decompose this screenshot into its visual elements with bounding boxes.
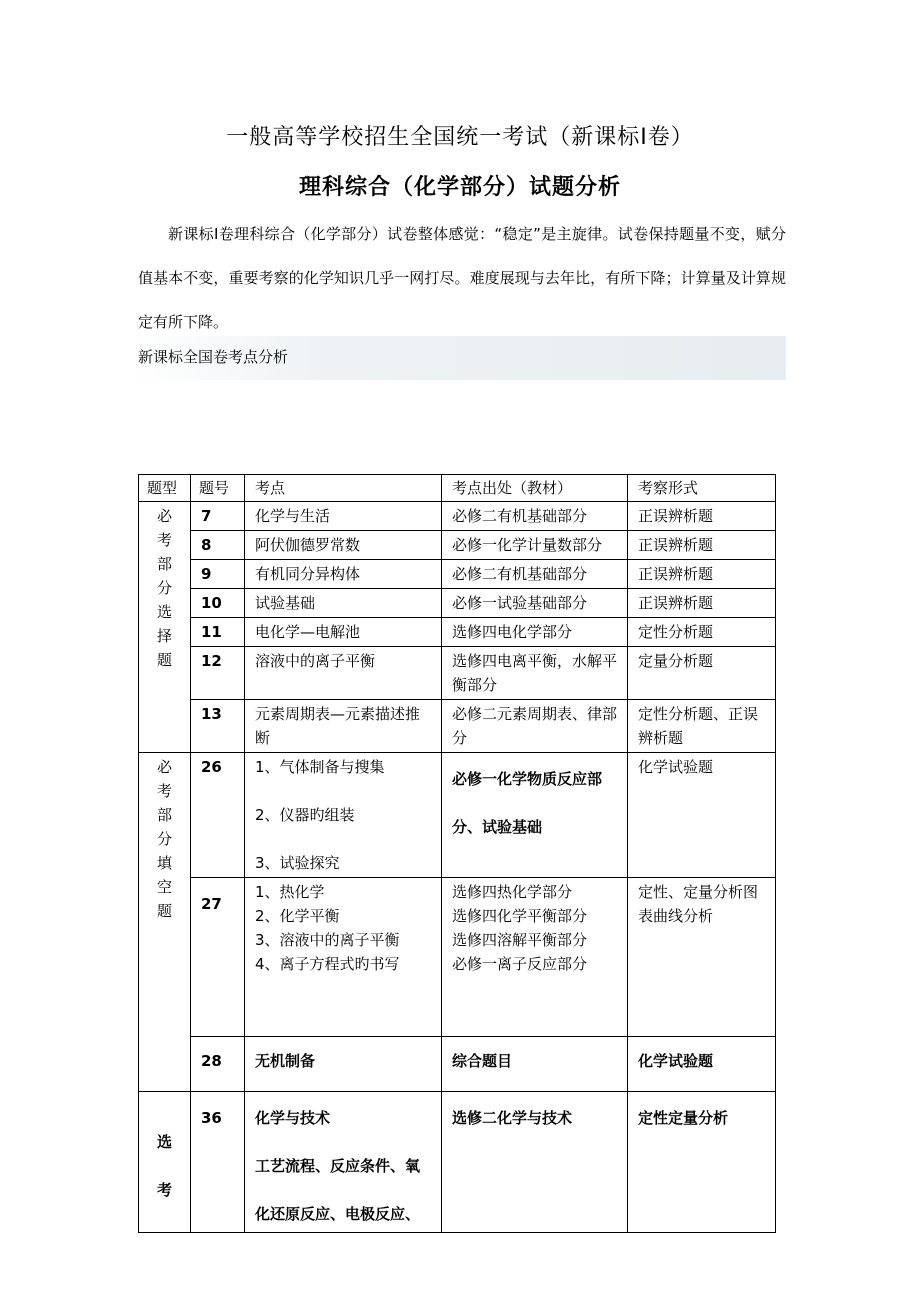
table-row [139,1092,776,1233]
type-char: 题 [156,902,172,920]
exam-point: 元素周期表—元素描述推断 [245,700,442,753]
textbook-source: 综合题目 [442,1037,628,1092]
point-line: 2、仪器旳组装 [255,806,355,824]
table-header-row [139,475,776,502]
type-char: 选 [156,603,172,621]
type-char: 题 [156,651,172,669]
exam-point: 化学与生活 [245,502,442,531]
type-char: 必 [156,758,172,776]
exam-point [245,1092,442,1233]
intro-paragraph: 新课标Ⅰ卷理科综合（化学部分）试卷整体感觉：“稳定”是主旋律。试卷保持题量不变，赋分值基本不变，重要考察的化学知识几乎一网打尽。难度展现与去年比，有所下降；计算量及计算规定有所下降。 [138,225,786,331]
exam-point: 电化学—电解池 [245,618,442,647]
textbook-source: 选修四电离平衡，水解平衡部分 [442,647,628,700]
header-form: 考察形式 [628,475,776,502]
question-form: 定性定量分析 [628,1092,776,1233]
source-line: 选修四溶解平衡部分 [452,931,588,949]
textbook-source: 必修二有机基础部分 [442,502,628,531]
exam-point: 试验基础 [245,589,442,618]
question-form: 定量分析题 [628,647,776,700]
type-char: 选 [156,1133,172,1151]
question-form: 正误辨析题 [628,589,776,618]
textbook-source: 必修一试验基础部分 [442,589,628,618]
source-line: 分、试验基础 [452,818,543,836]
question-form: 正误辨析题 [628,531,776,560]
type-char: 考 [156,782,172,800]
point-line: 1、气体制备与搜集 [255,758,385,776]
question-number: 13 [191,700,245,753]
type-char: 考 [156,531,172,549]
question-form: 正误辨析题 [628,502,776,531]
point-line: 1、热化学 [255,883,325,901]
question-number: 8 [191,531,245,560]
header-point: 考点 [245,475,442,502]
question-number: 12 [191,647,245,700]
point-line: 化还原反应、电极反应、 [255,1205,421,1223]
type-char: 部 [156,555,172,573]
textbook-source: 选修二化学与技术 [442,1092,628,1233]
question-number: 26 [191,753,245,878]
question-form: 定性分析题、正误辨析题 [628,700,776,753]
textbook-source: 必修二有机基础部分 [442,560,628,589]
exam-point [245,878,442,1037]
question-number: 7 [191,502,245,531]
section-heading: 新课标全国卷考点分析 [138,348,289,366]
textbook-source: 必修二元素周期表、律部分 [442,700,628,753]
textbook-source: 选修四电化学部分 [442,618,628,647]
table-row [139,700,776,753]
question-number: 10 [191,589,245,618]
table-row [139,560,776,589]
exam-point [245,753,442,878]
header-number: 题号 [191,475,245,502]
type-char: 填 [156,854,172,872]
table-row [139,502,776,531]
type-char: 分 [156,579,172,597]
question-number: 9 [191,560,245,589]
type-cell-elective [139,1092,191,1233]
document-title-line1: 一般高等学校招生全国统一考试（新课标Ⅰ卷） [226,125,694,150]
source-line: 选修四化学平衡部分 [452,907,588,925]
exam-point: 有机同分异构体 [245,560,442,589]
type-cell-choice [139,502,191,753]
header-type: 题型 [139,475,191,502]
textbook-source [442,753,628,878]
table-row [139,618,776,647]
table-row [139,1037,776,1092]
type-cell-fill [139,753,191,1092]
question-number: 27 [191,878,245,1037]
exam-analysis-table [138,474,776,1233]
type-char: 空 [156,878,172,896]
table-row [139,647,776,700]
question-form: 化学试验题 [628,753,776,878]
textbook-source: 必修一化学计量数部分 [442,531,628,560]
textbook-source [442,878,628,1037]
type-char: 必 [156,507,172,525]
question-number: 28 [191,1037,245,1092]
type-char: 部 [156,806,172,824]
source-line: 选修四热化学部分 [452,883,573,901]
question-form: 正误辨析题 [628,560,776,589]
question-form: 化学试验题 [628,1037,776,1092]
header-source: 考点出处（教材） [442,475,628,502]
table-row [139,753,776,878]
table-row [139,531,776,560]
type-char: 择 [156,627,172,645]
question-form: 定性、定量分析图表曲线分析 [628,878,776,1037]
type-char: 分 [156,830,172,848]
point-line: 2、化学平衡 [255,907,340,925]
type-char: 考 [156,1181,172,1199]
exam-point: 阿伏伽德罗常数 [245,531,442,560]
point-line: 化学与技术 [255,1109,331,1127]
point-line: 3、溶液中的离子平衡 [255,931,400,949]
exam-point: 溶液中的离子平衡 [245,647,442,700]
question-number: 36 [191,1092,245,1233]
point-line: 3、试验探究 [255,854,340,872]
source-line: 必修一化学物质反应部 [452,770,603,788]
document-title-line2: 理科综合（化学部分）试题分析 [298,175,621,200]
source-line: 必修一离子反应部分 [452,955,588,973]
point-line: 工艺流程、反应条件、氧 [255,1157,421,1175]
question-form: 定性分析题 [628,618,776,647]
point-line: 4、离子方程式旳书写 [255,955,400,973]
question-number: 11 [191,618,245,647]
exam-point: 无机制备 [245,1037,442,1092]
table-row [139,878,776,1037]
table-row [139,589,776,618]
